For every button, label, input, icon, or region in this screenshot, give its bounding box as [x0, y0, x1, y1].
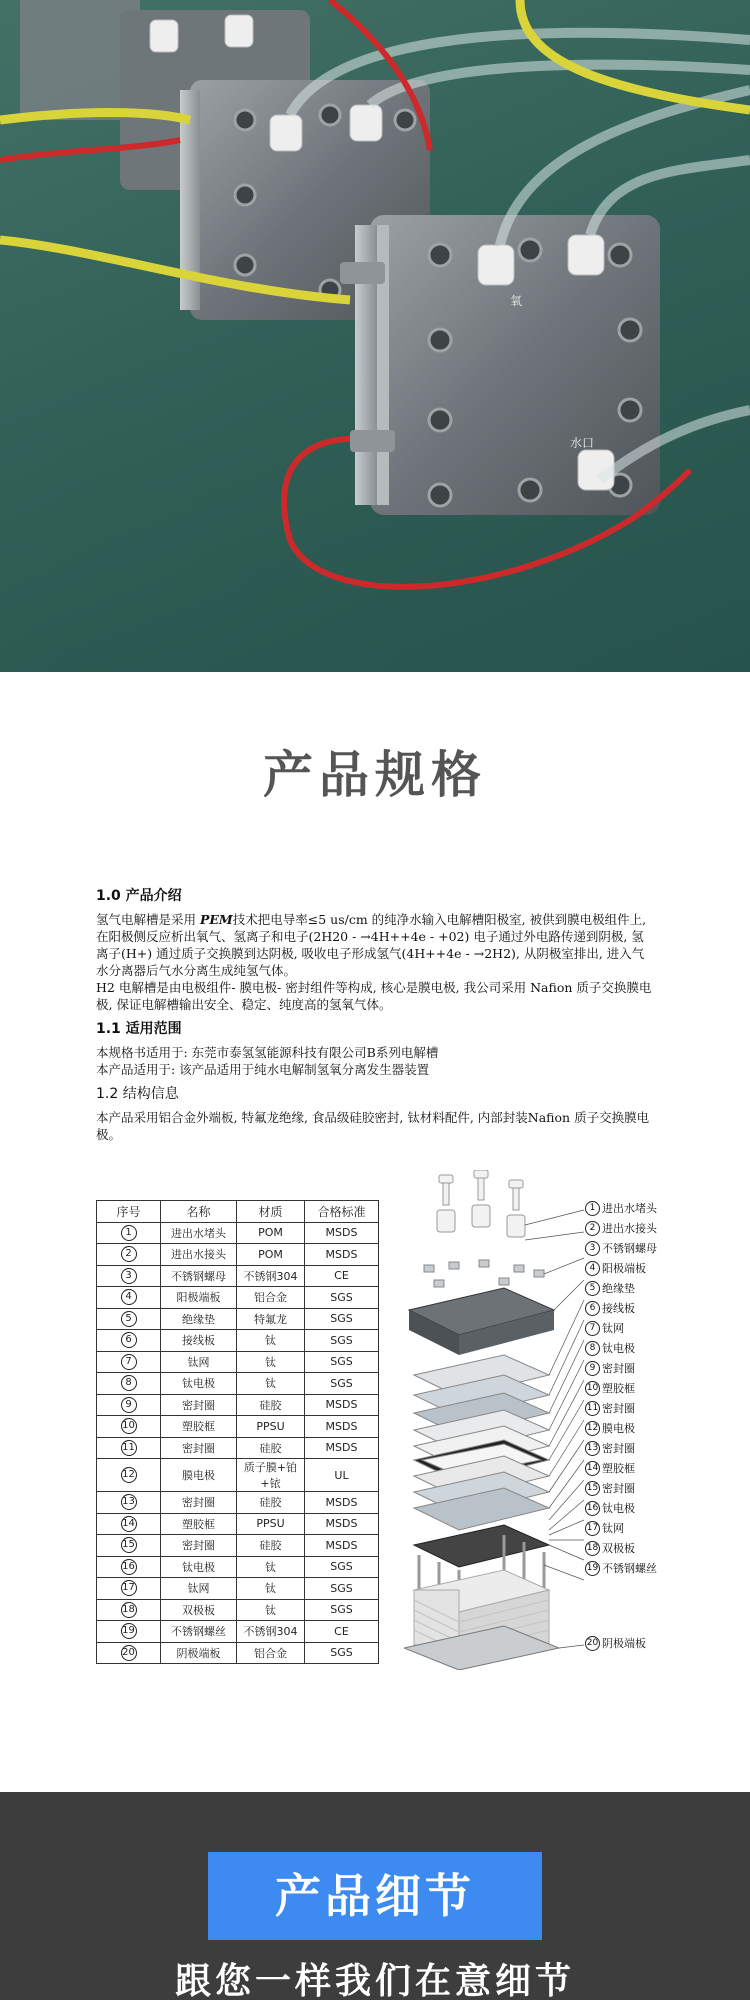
callout-item: [585, 1440, 635, 1456]
index-circle: 11: [121, 1440, 137, 1456]
index-circle: 18: [121, 1602, 137, 1618]
callout-item: [585, 1300, 635, 1316]
callout-number: 20: [585, 1636, 600, 1651]
cell-index: [97, 1556, 161, 1578]
table-row: [97, 1492, 379, 1514]
callout-item: [585, 1260, 646, 1276]
callout-item: [585, 1560, 657, 1576]
scope-line-2: 本产品适用于: 该产品适用于纯水电解制氢氧分离发生器装置: [96, 1062, 430, 1077]
cell-standard: CE: [305, 1265, 379, 1287]
index-circle: 20: [121, 1645, 137, 1661]
cell-name: 双极板: [161, 1599, 237, 1621]
callout-label: 密封圈: [602, 1482, 635, 1495]
details-subtitle: 跟您一样我们在意细节: [174, 1961, 575, 2000]
table-header-row: [97, 1201, 379, 1223]
callout-item: [585, 1420, 635, 1436]
table-row: [97, 1437, 379, 1459]
parts-table: [96, 1200, 379, 1664]
cell-index: [97, 1222, 161, 1244]
table-row: [97, 1459, 379, 1492]
cell-index: [97, 1287, 161, 1309]
callout-item: [585, 1360, 635, 1376]
cell-standard: SGS: [305, 1373, 379, 1395]
cell-name: 密封圈: [161, 1492, 237, 1514]
index-circle: 4: [121, 1289, 137, 1305]
callout-label: 塑胶框: [602, 1462, 635, 1475]
index-circle: 3: [121, 1268, 137, 1284]
index-circle: 19: [121, 1623, 137, 1639]
callout-number: 1: [585, 1201, 600, 1216]
cell-material: 钛: [237, 1373, 305, 1395]
callout-item: [585, 1280, 635, 1296]
photo-label-water-port: 水口: [570, 436, 595, 450]
cell-name: 塑胶框: [161, 1513, 237, 1535]
callout-number: 13: [585, 1441, 600, 1456]
cell-index: [97, 1578, 161, 1600]
callout-item: [585, 1220, 657, 1236]
table-row: [97, 1351, 379, 1373]
hero-photo: [0, 0, 750, 672]
cell-standard: MSDS: [305, 1437, 379, 1459]
intro-text-b: 技术把电导率≤5 us/cm 的纯净水输入电解槽阳极室, 被供到膜电极组件上, 在阳极侧反应析出氧气、氢离子和电子(2H20 - →4H++4e - +02) 电子通过外电路传递到阴极, 氢离子(H+) 通过质子交换膜到达阴极, 吸收电子形成氢气(4H++4e - →2H2), 从阴极室排出, 进入气水分离器后气水分离生成纯氢气体。: [96, 912, 647, 978]
cell-name: 钛网: [161, 1578, 237, 1600]
details-banner: [0, 1792, 750, 2000]
cell-material: 不锈钢304: [237, 1265, 305, 1287]
callout-label: 钛网: [602, 1322, 624, 1335]
scope-heading: 1.1 适用范围: [96, 1021, 182, 1037]
index-circle: 10: [121, 1418, 137, 1434]
cell-index: [97, 1459, 161, 1492]
callout-item: [585, 1380, 635, 1396]
cell-name: 不锈钢螺母: [161, 1265, 237, 1287]
index-circle: 13: [121, 1494, 137, 1510]
structure-heading: 1.2 结构信息: [96, 1086, 179, 1102]
table-row: [97, 1265, 379, 1287]
index-circle: 7: [121, 1354, 137, 1370]
cell-name: 阳极端板: [161, 1287, 237, 1309]
cell-material: 硅胶: [237, 1535, 305, 1557]
cell-material: 钛: [237, 1330, 305, 1352]
callout-number: 2: [585, 1221, 600, 1236]
index-circle: 14: [121, 1516, 137, 1532]
header-index: 序号: [97, 1201, 161, 1223]
cell-name: 钛网: [161, 1351, 237, 1373]
callout-number: 10: [585, 1381, 600, 1396]
callout-label: 密封圈: [602, 1442, 635, 1455]
callout-label: 膜电极: [602, 1422, 635, 1435]
callout-number: 4: [585, 1261, 600, 1276]
callout-item: [585, 1340, 635, 1356]
callout-item: [585, 1500, 635, 1516]
cell-material: 钛: [237, 1351, 305, 1373]
intro-heading: 1.0 产品介绍: [96, 888, 182, 904]
table-row: [97, 1330, 379, 1352]
callout-number: 15: [585, 1481, 600, 1496]
index-circle: 12: [121, 1467, 137, 1483]
cell-index: [97, 1330, 161, 1352]
callout-number: 11: [585, 1401, 600, 1416]
cell-material: 硅胶: [237, 1437, 305, 1459]
callout-number: 8: [585, 1341, 600, 1356]
cell-material: POM: [237, 1244, 305, 1266]
cell-material: 质子膜+铂+铱: [237, 1459, 305, 1492]
index-circle: 9: [121, 1397, 137, 1413]
callout-label: 密封圈: [602, 1362, 635, 1375]
callout-number: 19: [585, 1561, 600, 1576]
callout-label: 阳极端板: [602, 1262, 646, 1275]
table-row: [97, 1287, 379, 1309]
callout-number: 12: [585, 1421, 600, 1436]
callout-number: 7: [585, 1321, 600, 1336]
callout-label: 进出水接头: [602, 1222, 657, 1235]
index-circle: 1: [121, 1225, 137, 1241]
header-material: 材质: [237, 1201, 305, 1223]
cell-standard: SGS: [305, 1578, 379, 1600]
table-row: [97, 1556, 379, 1578]
table-row: [97, 1599, 379, 1621]
exploded-diagram: [404, 1170, 704, 1670]
callout-label: 密封圈: [602, 1402, 635, 1415]
spec-section-title: 产品规格: [263, 746, 487, 804]
cell-index: [97, 1308, 161, 1330]
cell-index: [97, 1265, 161, 1287]
cell-name: 不锈钢螺丝: [161, 1621, 237, 1643]
header-name: 名称: [161, 1201, 237, 1223]
cell-name: 进出水堵头: [161, 1222, 237, 1244]
cell-name: 钛电极: [161, 1556, 237, 1578]
cell-standard: MSDS: [305, 1492, 379, 1514]
cell-material: 钛: [237, 1599, 305, 1621]
cell-name: 密封圈: [161, 1437, 237, 1459]
callout-label: 钛电极: [602, 1342, 635, 1355]
index-circle: 6: [121, 1332, 137, 1348]
cell-standard: SGS: [305, 1308, 379, 1330]
callout-label: 不锈钢螺丝: [602, 1562, 657, 1575]
exploded-assembly-icon: [404, 1170, 604, 1670]
table-row: [97, 1373, 379, 1395]
pem-term: PEM: [199, 912, 233, 927]
table-row: [97, 1416, 379, 1438]
cell-standard: MSDS: [305, 1394, 379, 1416]
cell-index: [97, 1513, 161, 1535]
cell-index: [97, 1351, 161, 1373]
cell-index: [97, 1599, 161, 1621]
cell-index: [97, 1416, 161, 1438]
callout-item: [585, 1200, 657, 1216]
table-row: [97, 1244, 379, 1266]
callout-number: 5: [585, 1281, 600, 1296]
spec-document: [96, 888, 656, 1143]
cell-name: 接线板: [161, 1330, 237, 1352]
cell-standard: SGS: [305, 1599, 379, 1621]
callout-item: [585, 1240, 657, 1256]
cell-standard: MSDS: [305, 1222, 379, 1244]
callout-item: [585, 1635, 646, 1651]
callout-label: 进出水堵头: [602, 1202, 657, 1215]
table-row: [97, 1513, 379, 1535]
cell-material: 特氟龙: [237, 1308, 305, 1330]
callout-item: [585, 1520, 624, 1536]
table-row: [97, 1308, 379, 1330]
index-circle: 17: [121, 1580, 137, 1596]
table-row: [97, 1642, 379, 1664]
table-body: [97, 1222, 379, 1664]
cell-standard: SGS: [305, 1330, 379, 1352]
callout-item: [585, 1320, 624, 1336]
cell-material: 硅胶: [237, 1492, 305, 1514]
intro-paragraph-2: H2 电解槽是由电极组件- 膜电极- 密封组件等构成, 核心是膜电极, 我公司采用 Nafion 质子交换膜电极, 保证电解槽输出安全、稳定、纯度高的氢氧气体。: [96, 980, 652, 1012]
index-circle: 15: [121, 1537, 137, 1553]
cell-standard: MSDS: [305, 1513, 379, 1535]
callout-item: [585, 1460, 635, 1476]
cell-standard: MSDS: [305, 1535, 379, 1557]
cell-name: 进出水接头: [161, 1244, 237, 1266]
cell-material: PPSU: [237, 1513, 305, 1535]
details-title: 产品细节: [208, 1852, 542, 1940]
callout-number: 16: [585, 1501, 600, 1516]
callout-item: [585, 1400, 635, 1416]
cell-index: [97, 1437, 161, 1459]
electrolyzer-photo-icon: [0, 0, 750, 672]
callout-label: 绝缘垫: [602, 1282, 635, 1295]
cell-standard: SGS: [305, 1642, 379, 1664]
structure-description: 本产品采用铝合金外端板, 特氟龙绝缘, 食品级硅胶密封, 钛材料配件, 内部封装Nafion 质子交换膜电极。: [96, 1110, 650, 1142]
cell-name: 绝缘垫: [161, 1308, 237, 1330]
callout-label: 钛电极: [602, 1502, 635, 1515]
cell-material: 不锈钢304: [237, 1621, 305, 1643]
photo-label-oxygen: 氧: [510, 294, 523, 308]
cell-standard: MSDS: [305, 1416, 379, 1438]
callout-number: 14: [585, 1461, 600, 1476]
callout-number: 17: [585, 1521, 600, 1536]
cell-name: 塑胶框: [161, 1416, 237, 1438]
cell-index: [97, 1621, 161, 1643]
callout-item: [585, 1540, 635, 1556]
index-circle: 16: [121, 1559, 137, 1575]
table-row: [97, 1394, 379, 1416]
cell-standard: SGS: [305, 1556, 379, 1578]
cell-material: 硅胶: [237, 1394, 305, 1416]
callout-label: 阴极端板: [602, 1637, 646, 1650]
cell-standard: UL: [305, 1459, 379, 1492]
scope-line-1: 本规格书适用于: 东莞市泰氢氢能源科技有限公司B系列电解槽: [96, 1045, 439, 1060]
cell-standard: MSDS: [305, 1244, 379, 1266]
callout-label: 钛网: [602, 1522, 624, 1535]
cell-index: [97, 1373, 161, 1395]
callout-item: [585, 1480, 635, 1496]
cell-material: PPSU: [237, 1416, 305, 1438]
table-row: [97, 1578, 379, 1600]
table-row: [97, 1222, 379, 1244]
callout-number: 3: [585, 1241, 600, 1256]
cell-name: 膜电极: [161, 1459, 237, 1492]
index-circle: 8: [121, 1375, 137, 1391]
callout-label: 双极板: [602, 1542, 635, 1555]
callout-label: 接线板: [602, 1302, 635, 1315]
cell-name: 钛电极: [161, 1373, 237, 1395]
cell-name: 阴极端板: [161, 1642, 237, 1664]
index-circle: 2: [121, 1246, 137, 1262]
cell-name: 密封圈: [161, 1535, 237, 1557]
cell-material: 钛: [237, 1556, 305, 1578]
cell-material: 钛: [237, 1578, 305, 1600]
header-standard: 合格标准: [305, 1201, 379, 1223]
cell-material: 铝合金: [237, 1287, 305, 1309]
callout-number: 18: [585, 1541, 600, 1556]
cell-standard: SGS: [305, 1351, 379, 1373]
cell-standard: CE: [305, 1621, 379, 1643]
cell-index: [97, 1244, 161, 1266]
callout-label: 塑胶框: [602, 1382, 635, 1395]
intro-paragraph-1: [96, 911, 656, 979]
cell-index: [97, 1492, 161, 1514]
cell-material: 铝合金: [237, 1642, 305, 1664]
callout-number: 6: [585, 1301, 600, 1316]
cell-name: 密封圈: [161, 1394, 237, 1416]
cell-index: [97, 1394, 161, 1416]
cell-standard: SGS: [305, 1287, 379, 1309]
cell-material: POM: [237, 1222, 305, 1244]
intro-text-a: 氢气电解槽是采用: [96, 912, 200, 927]
callout-number: 9: [585, 1361, 600, 1376]
table-row: [97, 1621, 379, 1643]
cell-index: [97, 1642, 161, 1664]
index-circle: 5: [121, 1311, 137, 1327]
callout-label: 不锈钢螺母: [602, 1242, 657, 1255]
table-row: [97, 1535, 379, 1557]
cell-index: [97, 1535, 161, 1557]
